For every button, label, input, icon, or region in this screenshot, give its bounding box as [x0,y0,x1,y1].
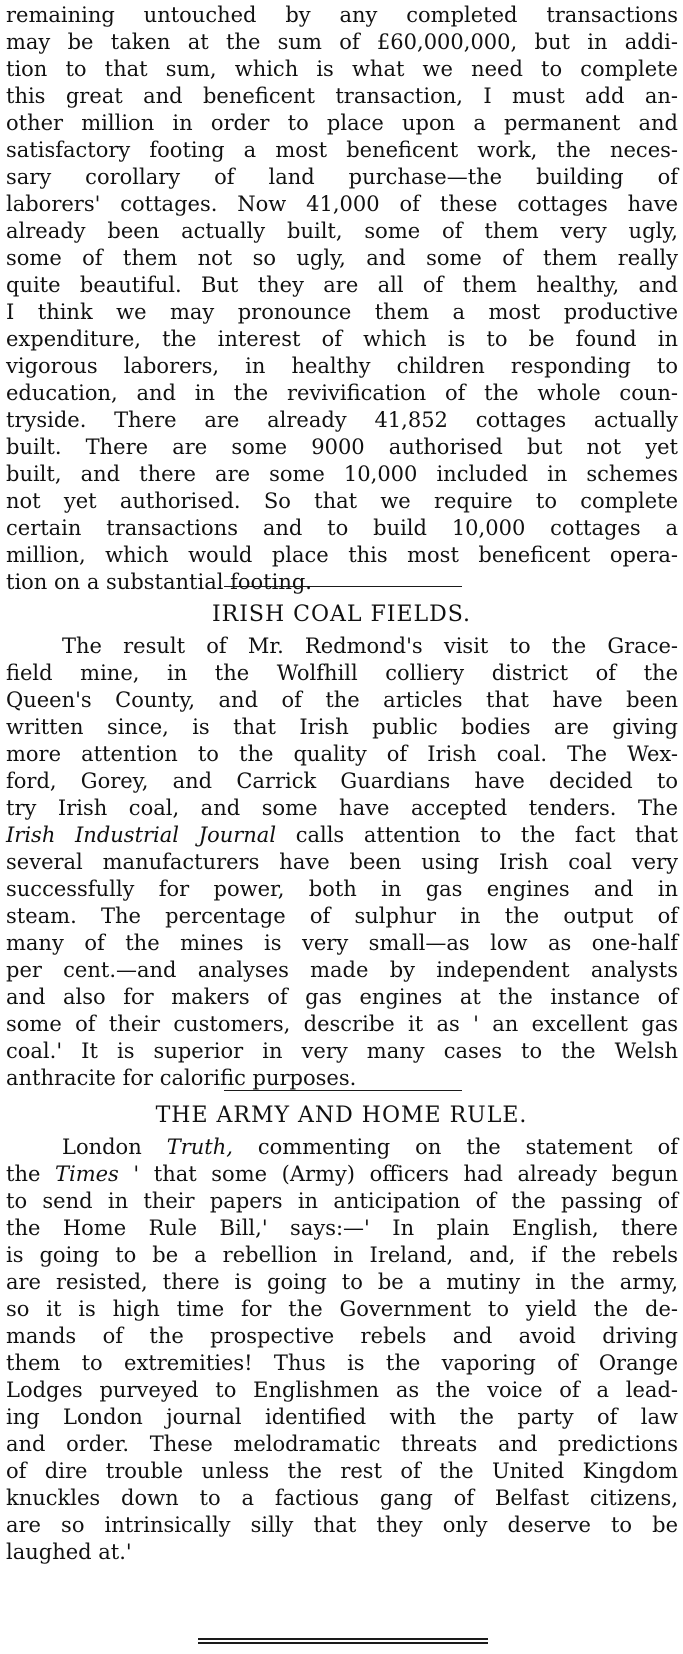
text-line: this great and beneficent transaction, I must add an- [6,84,678,108]
section-heading-irish-coal: IRISH COAL FIELDS. [211,602,472,627]
text-line: is going to be a rebellion in Ireland, and, if the rebels [6,1243,678,1267]
text-line: anthracite for calorific purposes. [6,1066,357,1090]
text-line: per cent.—and analyses made by independent analysts [6,958,678,982]
text-line: ford, Gorey, and Carrick Guardians have decided to [6,769,678,793]
text-line: several manufacturers have been using Irish coal very [6,850,678,874]
text-line: Lodges purveyed to Englishmen as the voice of a lead- [6,1378,678,1402]
text-line: satisfactory footing a most beneficent work, the neces- [6,138,678,162]
text-line: quite beautiful. But they are all of them healthy, and [6,273,678,297]
text-fragment: the [6,1162,55,1186]
irish-coal-article [6,633,678,1092]
text-line: more attention to the quality of Irish coal. The Wex- [6,742,678,766]
text-line: are so intrinsically silly that they only deserve to be [6,1513,678,1537]
text-line: other million in order to place upon a permanent and [6,111,678,135]
text-line: built, and there are some 10,000 included in schemes [6,462,678,486]
text-fragment: commenting on the statement of [232,1135,678,1159]
text-line: ing London journal identified with the party of law [6,1405,678,1429]
text-line: education, and in the revivification of the whole coun- [6,381,678,405]
text-line: laborers' cottages. Now 41,000 of these cottages have [6,192,678,216]
text-line: some of them not so ugly, and some of them really [6,246,678,270]
text-fragment: ' that some (Army) officers had already begun [118,1162,678,1186]
text-line [6,1161,678,1188]
end-rule [198,1638,488,1644]
text-line: coal.' It is superior in very many cases to the Welsh [6,1039,678,1063]
text-line: The result of Mr. Redmond's visit to the Grace- [62,634,678,658]
section-divider [224,1090,462,1091]
text-line: tion on a substantial footing. [6,570,312,594]
text-line: vigorous laborers, in healthy children responding to [6,354,678,378]
text-line: tryside. There are already 41,852 cottages actually [6,408,678,432]
text-line: are resisted, there is going to be a mutiny in the army, [6,1270,678,1294]
text-line: to send in their papers in anticipation of the passing of [6,1189,678,1213]
text-line [6,1134,678,1161]
text-line: some of their customers, describe it as ' an excellent gas [6,1012,678,1036]
text-line: expenditure, the interest of which is to be found in [6,327,678,351]
text-line: of dire trouble unless the rest of the United Kingdom [6,1459,678,1483]
section-heading-army-home-rule: THE ARMY AND HOME RULE. [155,1103,528,1128]
text-line: built. There are some 9000 authorised but not yet [6,435,678,459]
text-line: I think we may pronounce them a most productive [6,300,678,324]
publication-title: Truth, [166,1135,233,1159]
text-line: field mine, in the Wolfhill colliery district of the [6,661,678,685]
text-line: remaining untouched by any completed transactions [6,3,678,27]
publication-title: Times [54,1162,119,1186]
text-line: may be taken at the sum of £60,000,000, but in addi- [6,30,678,54]
text-fragment: calls attention to the fact that [276,823,678,847]
text-line: and also for makers of gas engines at the instance of [6,985,678,1009]
text-line: and order. These melodramatic threats and predictions [6,1432,678,1456]
text-fragment: London [62,1135,167,1159]
article-continuation [6,2,678,596]
text-line: million, which would place this most beneficent opera- [6,543,678,567]
text-line: laughed at.' [6,1540,132,1564]
text-line: try Irish coal, and some have accepted tenders. The [6,796,678,820]
text-line: knuckles down to a factious gang of Belfast citizens, [6,1486,678,1510]
text-line: steam. The percentage of sulphur in the output of [6,904,678,928]
text-line: written since, is that Irish public bodies are giving [6,715,678,739]
text-line: successfully for power, both in gas engines and in [6,877,678,901]
text-line: already been actually built, some of them very ugly, [6,219,678,243]
text-line: Queen's County, and of the articles that have been [6,688,678,712]
text-line: the Home Rule Bill,' says:—' In plain English, there [6,1216,678,1240]
text-line [6,822,678,849]
text-line: not yet authorised. So that we require to complete [6,489,678,513]
text-line: certain transactions and to build 10,000 cottages a [6,516,678,540]
section-divider [224,586,462,587]
text-line: them to extremities! Thus is the vaporing of Orange [6,1351,678,1375]
text-line: so it is high time for the Government to yield the de- [6,1297,678,1321]
army-home-rule-article [6,1134,678,1566]
text-line: many of the mines is very small—as low as one-half [6,931,678,955]
text-line: tion to that sum, which is what we need to complete [6,57,678,81]
text-line: sary corollary of land purchase—the building of [6,165,678,189]
text-line: mands of the prospective rebels and avoid driving [6,1324,678,1348]
journal-title: Irish Industrial Journal [6,823,277,847]
